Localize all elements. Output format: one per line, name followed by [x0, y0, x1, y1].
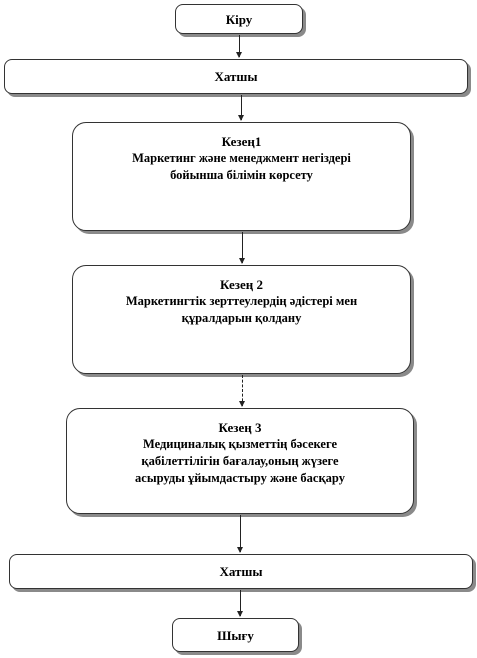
secretary-bottom-node [9, 554, 473, 589]
secretary-top-label: Хатшы [214, 69, 258, 84]
start-node [175, 4, 303, 34]
secretary-top-node [4, 59, 468, 94]
secretary-bottom-label: Хатшы [219, 564, 263, 579]
stage-3-node [66, 408, 414, 514]
arrow-secretary-to-stage1 [241, 95, 242, 120]
arrow-stage1-to-stage2 [242, 232, 243, 263]
arrow-stage2-to-stage3 [242, 375, 243, 406]
stage-2-title: Кезең 2 [220, 277, 263, 292]
arrow-start-to-secretary [239, 35, 240, 57]
stage-3-desc-line2: қабілеттілігін бағалау,оның жүзеге [141, 454, 339, 468]
stage-1-title: Кезең1 [221, 134, 262, 149]
stage-1-desc-line2: бойынша білімін көрсету [170, 168, 313, 182]
stage-1-desc-line1: Маркетинг және менеджмент негіздері [132, 151, 351, 165]
start-label: Кіру [225, 11, 253, 27]
end-node [172, 618, 299, 652]
stage-2-node [72, 265, 411, 374]
stage-3-title: Кезең 3 [218, 420, 262, 435]
end-label: Шығу [217, 627, 254, 643]
stage-2-desc-line2: құралдарын қолдану [181, 311, 302, 325]
arrow-secretary-to-end [240, 590, 241, 616]
stage-3-desc-line3: асыруды ұйымдастыру және басқару [135, 471, 345, 485]
stage-1-node [72, 122, 411, 231]
stage-2-desc-line1: Маркетингтік зерттеулердің әдістері мен [125, 294, 358, 308]
arrow-stage3-to-secretary [240, 515, 241, 552]
stage-3-desc-line1: Медициналық қызметтің бәсекеге [142, 437, 338, 451]
